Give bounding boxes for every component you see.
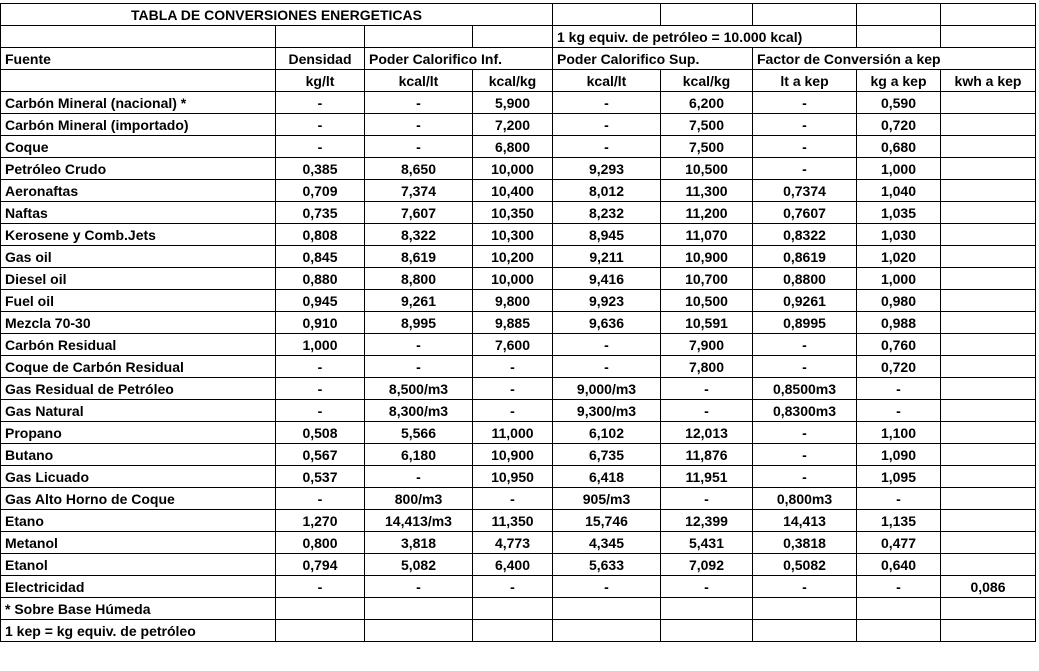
header-poder-inferior: Poder Calorifico Inf. [365,48,553,70]
cell-pci-kcal-kg: 6,400 [473,554,553,576]
cell-densidad: 0,794 [276,554,365,576]
cell-kg-a-kep: 1,095 [857,466,941,488]
cell-pci-kcal-lt: 7,374 [365,180,473,202]
cell-fuente: Gas Licuado [1,466,276,488]
header-row [1,48,1036,70]
cell-fuente: Petróleo Crudo [1,158,276,180]
conversion-table [0,3,1036,642]
cell-pcs-kcal-kg: 11,070 [661,224,753,246]
cell-kg-a-kep: 0,590 [857,92,941,114]
cell-pci-kcal-lt: 5,566 [365,422,473,444]
cell-fuente: Naftas [1,202,276,224]
empty-cell [276,620,365,642]
cell-fuente: Gas Natural [1,400,276,422]
table-row [1,158,1036,180]
cell-pci-kcal-kg: - [473,356,553,378]
cell-densidad: - [276,356,365,378]
cell-pcs-kcal-lt: 905/m3 [553,488,661,510]
cell-kwh-a-kep [941,114,1036,136]
cell-pcs-kcal-kg: 7,092 [661,554,753,576]
cell-pcs-kcal-lt: 4,345 [553,532,661,554]
cell-pcs-kcal-lt: 9,416 [553,268,661,290]
cell-pcs-kcal-lt: 9,923 [553,290,661,312]
cell-pcs-kcal-lt: 5,633 [553,554,661,576]
empty-cell [473,620,553,642]
empty-cell [941,598,1036,620]
cell-lt-a-kep: - [753,444,857,466]
cell-pcs-kcal-lt: 8,945 [553,224,661,246]
cell-kwh-a-kep [941,510,1036,532]
table-row [1,92,1036,114]
equivalence-note: 1 kg equiv. de petróleo = 10.000 kcal) [553,26,857,48]
cell-pcs-kcal-lt: 9,211 [553,246,661,268]
cell-kwh-a-kep [941,202,1036,224]
table-row [1,422,1036,444]
cell-densidad: - [276,378,365,400]
empty-cell [365,26,473,48]
cell-kg-a-kep: - [857,378,941,400]
cell-fuente: Diesel oil [1,268,276,290]
cell-kg-a-kep: 0,720 [857,356,941,378]
empty-cell [553,4,661,26]
table-title: TABLA DE CONVERSIONES ENERGETICAS [1,4,553,26]
cell-pcs-kcal-lt: - [553,356,661,378]
cell-kg-a-kep: 1,040 [857,180,941,202]
cell-pcs-kcal-lt: - [553,576,661,598]
table-row [1,444,1036,466]
header-poder-superior: Poder Calorifico Sup. [553,48,753,70]
cell-kwh-a-kep: 0,086 [941,576,1036,598]
cell-pcs-kcal-lt: - [553,334,661,356]
cell-kg-a-kep: 1,100 [857,422,941,444]
cell-lt-a-kep: - [753,158,857,180]
cell-lt-a-kep: - [753,576,857,598]
table-row [1,290,1036,312]
cell-lt-a-kep: 14,413 [753,510,857,532]
cell-pci-kcal-kg: 10,400 [473,180,553,202]
cell-kwh-a-kep [941,312,1036,334]
cell-pci-kcal-kg: 10,000 [473,158,553,180]
cell-lt-a-kep: - [753,356,857,378]
cell-fuente: Propano [1,422,276,444]
cell-pcs-kcal-kg: 7,900 [661,334,753,356]
cell-lt-a-kep: 0,5082 [753,554,857,576]
cell-kwh-a-kep [941,400,1036,422]
cell-pci-kcal-lt: 8,619 [365,246,473,268]
table-row [1,400,1036,422]
cell-pcs-kcal-lt: 8,232 [553,202,661,224]
empty-cell [941,620,1036,642]
cell-pci-kcal-kg: 9,885 [473,312,553,334]
cell-pci-kcal-lt: - [365,136,473,158]
empty-cell [553,598,661,620]
cell-kg-a-kep: 0,760 [857,334,941,356]
cell-kwh-a-kep [941,334,1036,356]
cell-kwh-a-kep [941,246,1036,268]
cell-pci-kcal-kg: 10,350 [473,202,553,224]
cell-kg-a-kep: 0,980 [857,290,941,312]
empty-cell [661,4,753,26]
cell-pci-kcal-kg: 10,300 [473,224,553,246]
cell-densidad: 0,880 [276,268,365,290]
cell-kg-a-kep: 0,720 [857,114,941,136]
cell-kwh-a-kep [941,180,1036,202]
cell-kwh-a-kep [941,554,1036,576]
empty-cell [276,26,365,48]
cell-pci-kcal-kg: - [473,488,553,510]
cell-pcs-kcal-lt: 9,293 [553,158,661,180]
cell-pcs-kcal-kg: 5,431 [661,532,753,554]
cell-pci-kcal-kg: 10,000 [473,268,553,290]
cell-densidad: - [276,136,365,158]
empty-cell [661,598,753,620]
cell-pci-kcal-lt: 8,300/m3 [365,400,473,422]
cell-pci-kcal-kg: 4,773 [473,532,553,554]
cell-densidad: - [276,92,365,114]
cell-kg-a-kep: 1,000 [857,158,941,180]
cell-pci-kcal-lt: - [365,334,473,356]
cell-lt-a-kep: - [753,92,857,114]
table-row [1,246,1036,268]
cell-kwh-a-kep [941,488,1036,510]
cell-densidad: 0,910 [276,312,365,334]
cell-pcs-kcal-kg: 6,200 [661,92,753,114]
empty-cell [941,4,1036,26]
empty-cell [473,26,553,48]
cell-pcs-kcal-lt: 6,102 [553,422,661,444]
cell-pcs-kcal-kg: 10,700 [661,268,753,290]
cell-lt-a-kep: - [753,114,857,136]
cell-fuente: Fuel oil [1,290,276,312]
cell-densidad: 0,808 [276,224,365,246]
cell-pci-kcal-lt: 7,607 [365,202,473,224]
cell-kwh-a-kep [941,290,1036,312]
footnote-humeda: * Sobre Base Húmeda [1,598,276,620]
cell-pcs-kcal-kg: 10,591 [661,312,753,334]
cell-pcs-kcal-kg: 7,500 [661,114,753,136]
cell-kwh-a-kep [941,224,1036,246]
cell-lt-a-kep: 0,8300m3 [753,400,857,422]
table-row [1,576,1036,598]
cell-pci-kcal-lt: 9,261 [365,290,473,312]
cell-lt-a-kep: 0,800m3 [753,488,857,510]
footnote-row [1,620,1036,642]
cell-pci-kcal-lt: 14,413/m3 [365,510,473,532]
cell-pcs-kcal-lt: - [553,136,661,158]
table-row [1,268,1036,290]
cell-lt-a-kep: 0,8500m3 [753,378,857,400]
cell-pcs-kcal-kg: 7,500 [661,136,753,158]
cell-lt-a-kep: 0,8322 [753,224,857,246]
cell-pci-kcal-kg: 11,350 [473,510,553,532]
table-row [1,488,1036,510]
units-row [1,70,1036,92]
cell-densidad: 0,385 [276,158,365,180]
cell-fuente: Carbón Residual [1,334,276,356]
cell-fuente: Carbón Mineral (nacional) * [1,92,276,114]
cell-densidad: - [276,488,365,510]
cell-fuente: Coque [1,136,276,158]
unit-cell: lt a kep [753,70,857,92]
cell-pci-kcal-kg: 7,600 [473,334,553,356]
cell-pcs-kcal-lt: 9,000/m3 [553,378,661,400]
cell-fuente: Aeronaftas [1,180,276,202]
cell-pcs-kcal-kg: - [661,488,753,510]
cell-pcs-kcal-kg: 11,200 [661,202,753,224]
empty-cell [857,598,941,620]
cell-pci-kcal-lt: - [365,114,473,136]
cell-pci-kcal-lt: 5,082 [365,554,473,576]
cell-fuente: Gas Residual de Petróleo [1,378,276,400]
cell-pcs-kcal-kg: 7,800 [661,356,753,378]
table-row [1,180,1036,202]
cell-densidad: 0,800 [276,532,365,554]
cell-kwh-a-kep [941,422,1036,444]
unit-cell: kg a kep [857,70,941,92]
cell-pcs-kcal-lt: - [553,114,661,136]
cell-kg-a-kep: - [857,576,941,598]
cell-kg-a-kep: 0,477 [857,532,941,554]
cell-kwh-a-kep [941,158,1036,180]
cell-pcs-kcal-kg: 12,399 [661,510,753,532]
cell-lt-a-kep: - [753,466,857,488]
header-densidad: Densidad [276,48,365,70]
cell-pci-kcal-lt: - [365,576,473,598]
unit-cell: kg/lt [276,70,365,92]
empty-cell [473,598,553,620]
table-row [1,356,1036,378]
cell-pci-kcal-lt: - [365,466,473,488]
cell-densidad: 0,709 [276,180,365,202]
cell-kg-a-kep: 0,640 [857,554,941,576]
cell-pcs-kcal-kg: 10,500 [661,290,753,312]
table-row [1,136,1036,158]
cell-lt-a-kep: - [753,422,857,444]
cell-pcs-kcal-kg: - [661,378,753,400]
empty-cell [1,26,276,48]
cell-pci-kcal-kg: - [473,378,553,400]
empty-cell [1,70,276,92]
cell-pci-kcal-kg: 10,200 [473,246,553,268]
cell-densidad: 1,270 [276,510,365,532]
header-fuente: Fuente [1,48,276,70]
cell-lt-a-kep: - [753,334,857,356]
cell-lt-a-kep: 0,8619 [753,246,857,268]
cell-pci-kcal-lt: 8,650 [365,158,473,180]
cell-pci-kcal-lt: 3,818 [365,532,473,554]
empty-cell [661,620,753,642]
cell-pci-kcal-lt: 8,322 [365,224,473,246]
cell-pci-kcal-lt: 8,500/m3 [365,378,473,400]
cell-kg-a-kep: 1,000 [857,268,941,290]
cell-pci-kcal-lt: - [365,92,473,114]
cell-densidad: 0,537 [276,466,365,488]
unit-cell: kcal/kg [661,70,753,92]
cell-pcs-kcal-kg: 10,500 [661,158,753,180]
cell-fuente: Coque de Carbón Residual [1,356,276,378]
cell-pci-kcal-lt: 6,180 [365,444,473,466]
cell-kg-a-kep: - [857,400,941,422]
equivalence-row [1,26,1036,48]
cell-pci-kcal-kg: 10,900 [473,444,553,466]
cell-pci-kcal-lt: 8,995 [365,312,473,334]
cell-pcs-kcal-kg: 10,900 [661,246,753,268]
table-row [1,466,1036,488]
cell-fuente: Gas oil [1,246,276,268]
cell-fuente: Mezcla 70-30 [1,312,276,334]
cell-densidad: 0,735 [276,202,365,224]
cell-pcs-kcal-kg: 11,951 [661,466,753,488]
cell-fuente: Carbón Mineral (importado) [1,114,276,136]
title-row [1,4,1036,26]
cell-pci-kcal-kg: 6,800 [473,136,553,158]
cell-kwh-a-kep [941,532,1036,554]
cell-pcs-kcal-kg: 11,300 [661,180,753,202]
empty-cell [753,4,857,26]
unit-cell: kcal/kg [473,70,553,92]
cell-pcs-kcal-kg: 11,876 [661,444,753,466]
cell-fuente: Etano [1,510,276,532]
cell-kwh-a-kep [941,268,1036,290]
table-row [1,312,1036,334]
empty-cell [276,598,365,620]
cell-pci-kcal-kg: 7,200 [473,114,553,136]
cell-fuente: Etanol [1,554,276,576]
empty-cell [553,620,661,642]
footnote-row [1,598,1036,620]
cell-kwh-a-kep [941,444,1036,466]
table-row [1,114,1036,136]
table-row [1,224,1036,246]
cell-densidad: 0,567 [276,444,365,466]
cell-kg-a-kep: - [857,488,941,510]
empty-cell [857,4,941,26]
cell-densidad: - [276,576,365,598]
cell-pcs-kcal-lt: 9,300/m3 [553,400,661,422]
cell-pci-kcal-lt: 8,800 [365,268,473,290]
cell-pcs-kcal-kg: 12,013 [661,422,753,444]
cell-pcs-kcal-lt: 8,012 [553,180,661,202]
cell-fuente: Electricidad [1,576,276,598]
table-row [1,554,1036,576]
cell-pcs-kcal-lt: - [553,92,661,114]
cell-densidad: 1,000 [276,334,365,356]
cell-pcs-kcal-kg: - [661,400,753,422]
cell-lt-a-kep: - [753,136,857,158]
unit-cell: kcal/lt [553,70,661,92]
cell-lt-a-kep: 0,7607 [753,202,857,224]
cell-fuente: Butano [1,444,276,466]
cell-kwh-a-kep [941,378,1036,400]
cell-kg-a-kep: 1,035 [857,202,941,224]
table-row [1,510,1036,532]
cell-lt-a-kep: 0,7374 [753,180,857,202]
empty-cell [941,26,1036,48]
cell-pci-kcal-kg: 9,800 [473,290,553,312]
cell-kwh-a-kep [941,136,1036,158]
cell-lt-a-kep: 0,3818 [753,532,857,554]
cell-lt-a-kep: 0,9261 [753,290,857,312]
cell-pci-kcal-lt: 800/m3 [365,488,473,510]
cell-kg-a-kep: 1,030 [857,224,941,246]
cell-fuente: Kerosene y Comb.Jets [1,224,276,246]
cell-lt-a-kep: 0,8800 [753,268,857,290]
table-row [1,202,1036,224]
cell-pcs-kcal-lt: 6,735 [553,444,661,466]
cell-kwh-a-kep [941,92,1036,114]
cell-densidad: - [276,400,365,422]
unit-cell: kwh a kep [941,70,1036,92]
cell-kwh-a-kep [941,356,1036,378]
cell-kg-a-kep: 0,680 [857,136,941,158]
cell-pci-kcal-lt: - [365,356,473,378]
empty-cell [857,620,941,642]
cell-kg-a-kep: 1,020 [857,246,941,268]
cell-pcs-kcal-lt: 9,636 [553,312,661,334]
empty-cell [753,620,857,642]
footnote-kep: 1 kep = kg equiv. de petróleo [1,620,276,642]
cell-pci-kcal-kg: 5,900 [473,92,553,114]
cell-kg-a-kep: 1,135 [857,510,941,532]
cell-densidad: 0,945 [276,290,365,312]
cell-kg-a-kep: 1,090 [857,444,941,466]
cell-pci-kcal-kg: - [473,400,553,422]
empty-cell [365,598,473,620]
cell-kg-a-kep: 0,988 [857,312,941,334]
unit-cell: kcal/lt [365,70,473,92]
cell-densidad: - [276,114,365,136]
cell-fuente: Metanol [1,532,276,554]
cell-pcs-kcal-lt: 6,418 [553,466,661,488]
cell-pci-kcal-kg: 10,950 [473,466,553,488]
cell-pcs-kcal-kg: - [661,576,753,598]
cell-lt-a-kep: 0,8995 [753,312,857,334]
cell-pci-kcal-kg: 11,000 [473,422,553,444]
header-factor-conversion: Factor de Conversión a kep [753,48,1036,70]
cell-fuente: Gas Alto Horno de Coque [1,488,276,510]
empty-cell [365,620,473,642]
cell-pcs-kcal-lt: 15,746 [553,510,661,532]
empty-cell [857,26,941,48]
table-row [1,532,1036,554]
empty-cell [753,598,857,620]
cell-pci-kcal-kg: - [473,576,553,598]
cell-kwh-a-kep [941,466,1036,488]
table-row [1,334,1036,356]
table-row [1,378,1036,400]
cell-densidad: 0,845 [276,246,365,268]
cell-densidad: 0,508 [276,422,365,444]
